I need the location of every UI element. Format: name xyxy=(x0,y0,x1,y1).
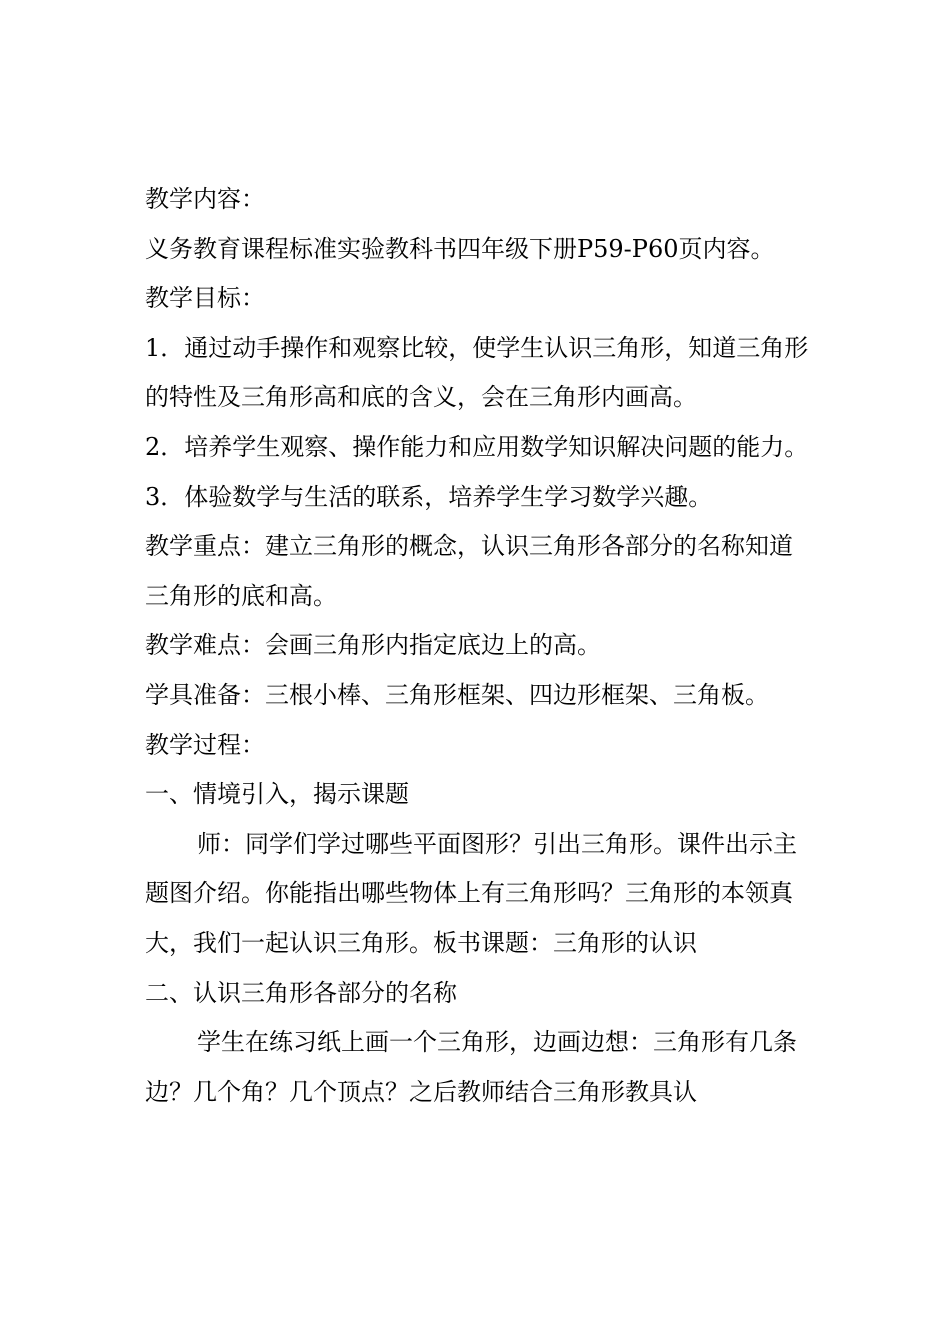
teaching-difficulty: 教学难点：会画三角形内指定底边上的高。 xyxy=(145,631,601,660)
goal-item-2: 2．培养学生观察、操作能力和应用数学知识解决问题的能力。 xyxy=(145,432,809,461)
goal-item-3: 3．体验数学与生活的联系，培养学生学习数学兴趣。 xyxy=(145,482,713,511)
goal-item-1: 1．通过动手操作和观察比较，使学生认识三角形，知道三角形的特性及三角形高和底的含义，会在三角形内画高。 xyxy=(145,333,809,412)
teaching-content-text: 义务教育课程标准实验教科书四年级下册P59-P60页内容。 xyxy=(145,234,775,263)
section-2-heading: 二、认识三角形各部分的名称 xyxy=(145,978,457,1007)
heading-teaching-goals: 教学目标： xyxy=(145,284,265,313)
section-2-paragraph: 学生在练习纸上画一个三角形，边画边想：三角形有几条边？几个角？几个顶点？之后教师结合三角形教具认 xyxy=(145,1028,797,1106)
heading-teaching-process: 教学过程： xyxy=(145,730,265,759)
document-body xyxy=(145,175,810,1117)
heading-teaching-content: 教学内容： xyxy=(145,185,265,213)
section-1-heading: 一、情境引入，揭示课题 xyxy=(145,780,409,809)
teaching-key-points: 教学重点：建立三角形的概念，认识三角形各部分的名称知道三角形的底和高。 xyxy=(145,532,793,610)
section-1-paragraph: 师：同学们学过哪些平面图形？引出三角形。课件出示主题图介绍。你能指出哪些物体上有三角形吗？三角形的本领真大，我们一起认识三角形。板书课题：三角形的认识 xyxy=(145,829,797,957)
materials-preparation: 学具准备：三根小棒、三角形框架、四边形框架、三角板。 xyxy=(145,680,769,709)
